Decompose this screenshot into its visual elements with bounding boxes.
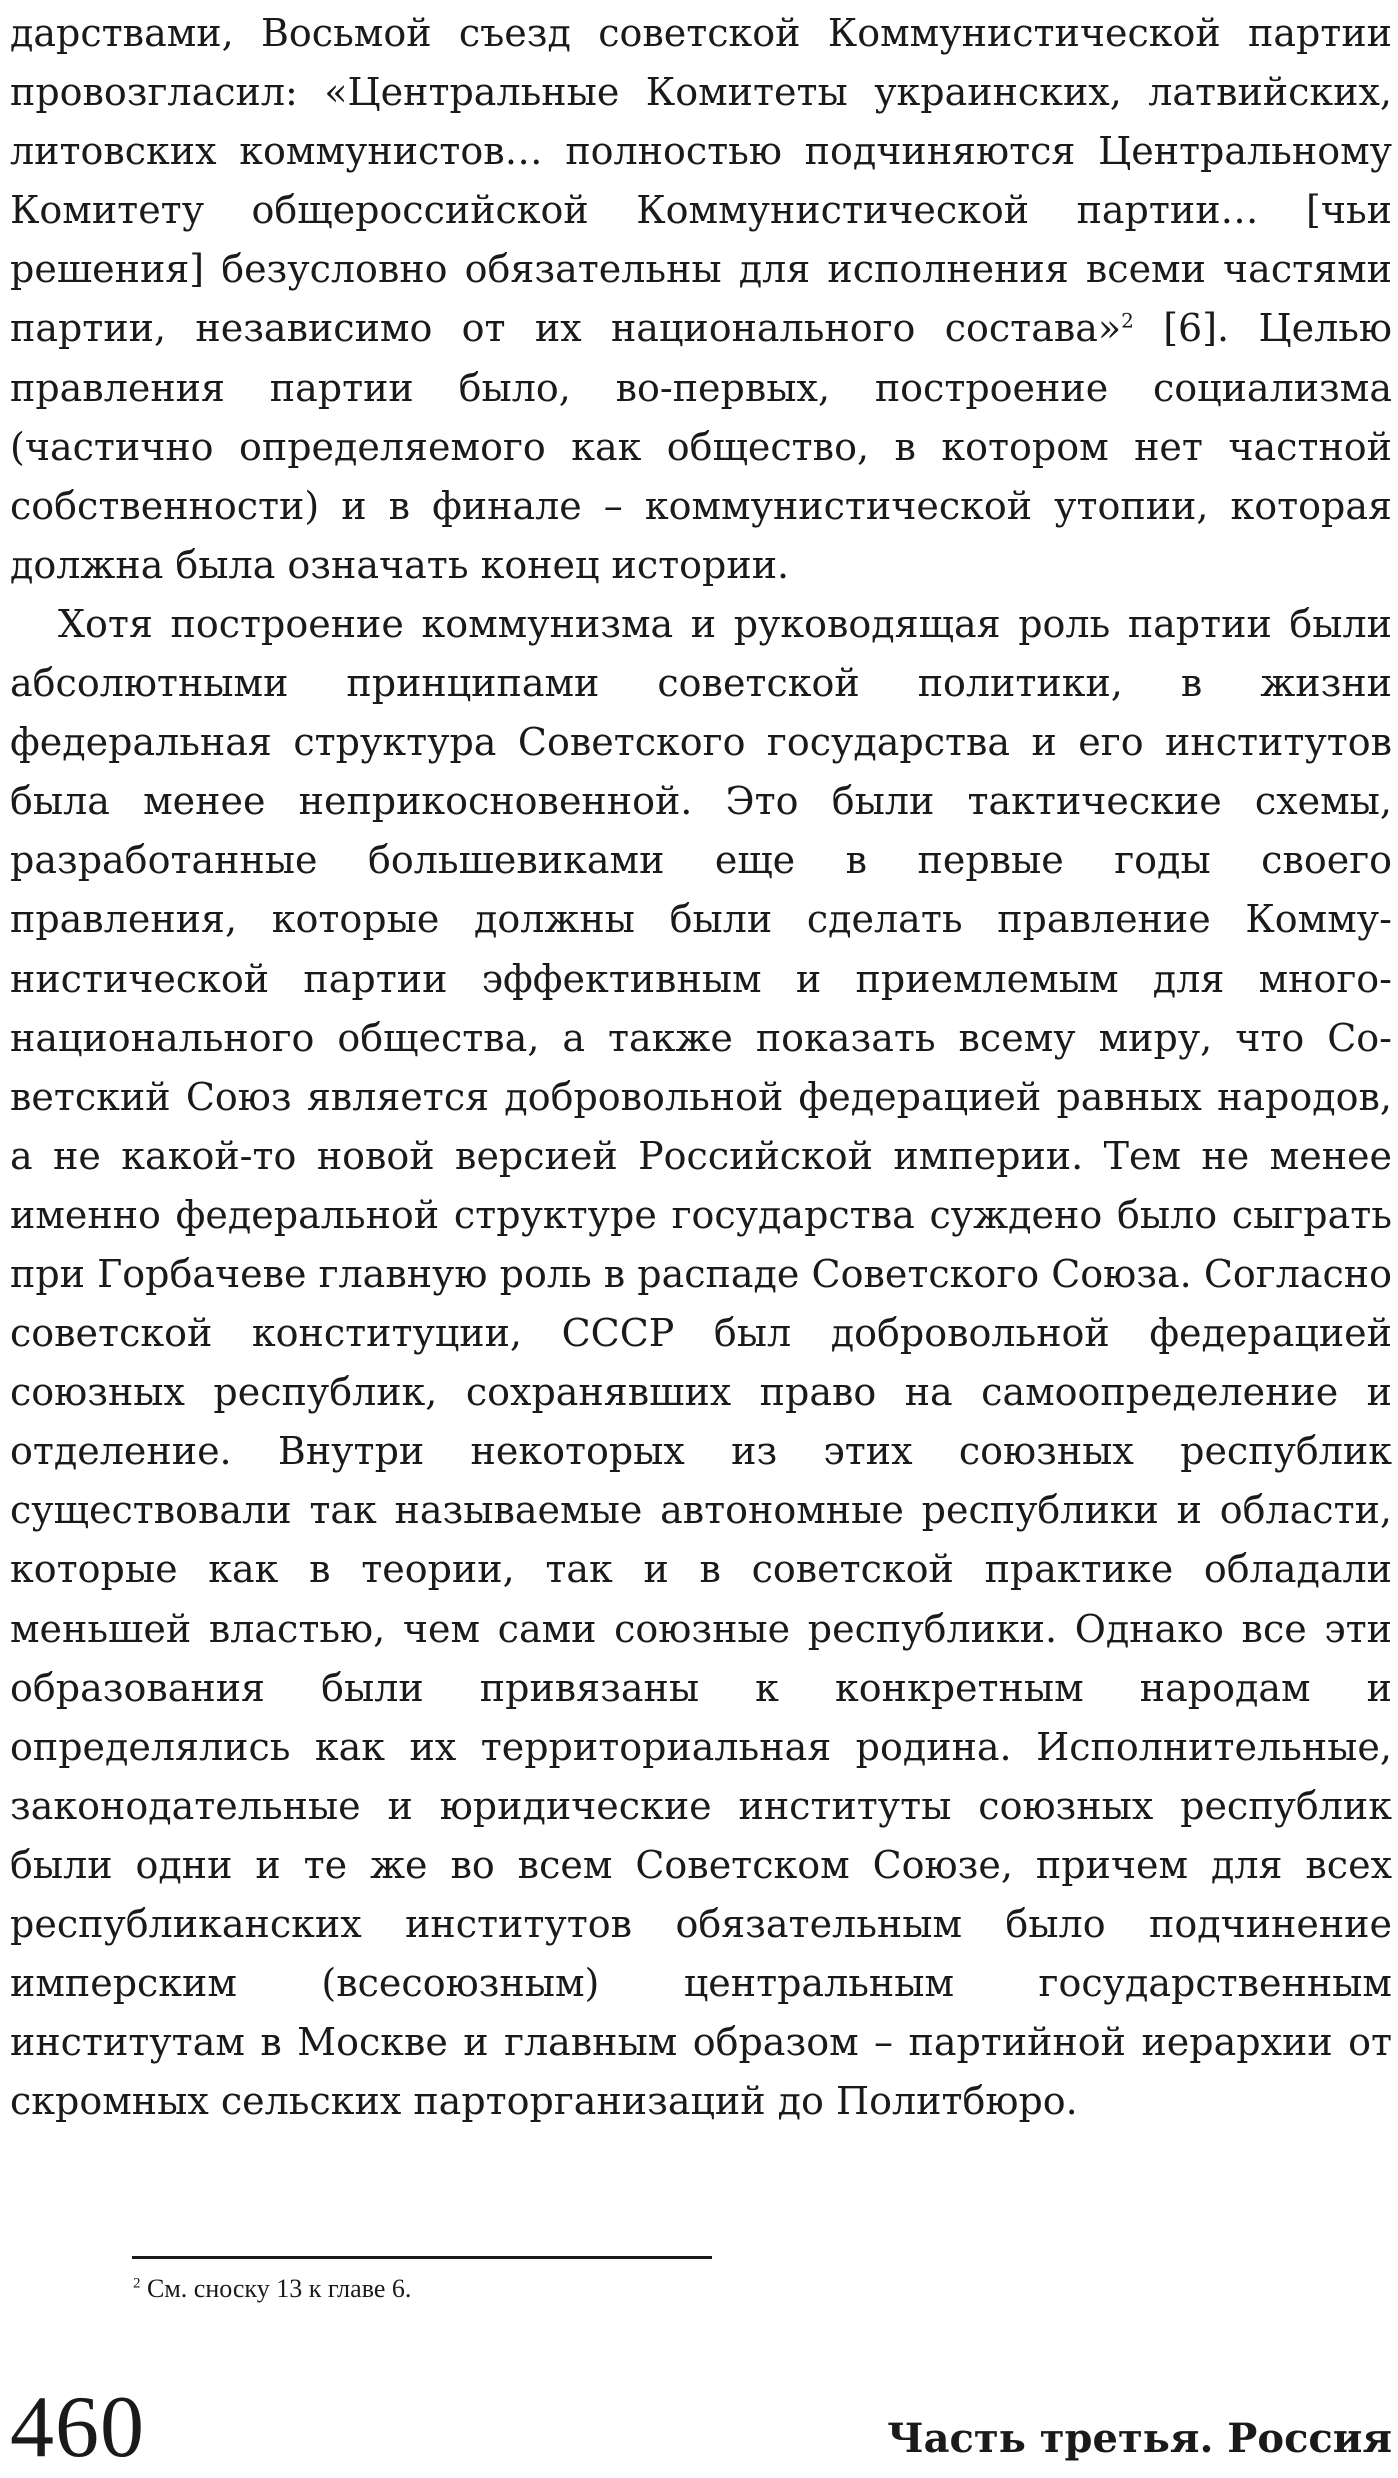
footnote-marker: 2 bbox=[133, 2275, 141, 2292]
book-page bbox=[10, 0, 1392, 2478]
footnote bbox=[133, 2272, 411, 2306]
footnote-text: См. сноску 13 к главе 6. bbox=[140, 2274, 412, 2303]
paragraph-1 bbox=[10, 4, 1392, 595]
page-number: 460 bbox=[10, 2379, 145, 2476]
main-text bbox=[10, 4, 1392, 2131]
paragraph-1-text: дарствами, Восьмой съезд советской Коммунистической партии провозгласил: «Центральные Комитеты украинских, латвийских, литовских коммунистов… полностью подчиняются Центральному Комитету общероссийской Коммунистической партии… [чьи решения] безусловно обязательны для исполнения всеми частями партии, независимо от их национального состава» bbox=[10, 11, 1392, 351]
paragraph-2: Хотя построение коммунизма и руководящая роль партии были абсолютными принципами советской политики, в жизни федеральная структура Советского государства и его институтов была менее неприкосновенной. Это были тактические схемы, разработанные большевиками еще в первые годы своего правления, которые должны были сделать правление Коммунистической партии эффективным и приемлемым для многонационального общества, а также показать всему миру, что Советский Союз является добровольной федерацией равных народов, а не какой-то новой версией Российской империи. Тем не менее именно федеральной структуре государства суждено было сыграть при Горбачеве главную роль в распаде Советского Союза. Согласно советской конституции, СССР был добровольной федерацией союзных республик, сохранявших право на самоопределение и отделение. Внутри некоторых из этих союзных республик существовали так называемые автономные республики и области, которые как в теории, так и в советской практике обладали меньшей властью, чем сами союзные республики. Однако все эти образования были привязаны к конкретным народам и определялись как их территориальная родина. Исполнительные, законодательные и юридические институты союзных республик были одни и те же во всем Советском Союзе, причем для всех республиканских институтов обязательным было подчинение имперским (всесоюзным) центральным государственным институтам в Москве и главным образом – партийной иерархии от скромных сельских парторганизаций до Политбюро. bbox=[10, 601, 1392, 2124]
paragraph-1-text-continued: [6]. Целью правления партии было, во-первых, построение социализма (частично определяемого как общество, в котором нет частной собственности) и в финале – коммунистической утопии, которая должна была означать конец истории. bbox=[10, 306, 1392, 587]
footnote-divider bbox=[132, 2256, 712, 2259]
running-head: Часть третья. Россия bbox=[887, 2415, 1392, 2462]
footnote-reference[interactable]: 2 bbox=[1121, 308, 1134, 333]
